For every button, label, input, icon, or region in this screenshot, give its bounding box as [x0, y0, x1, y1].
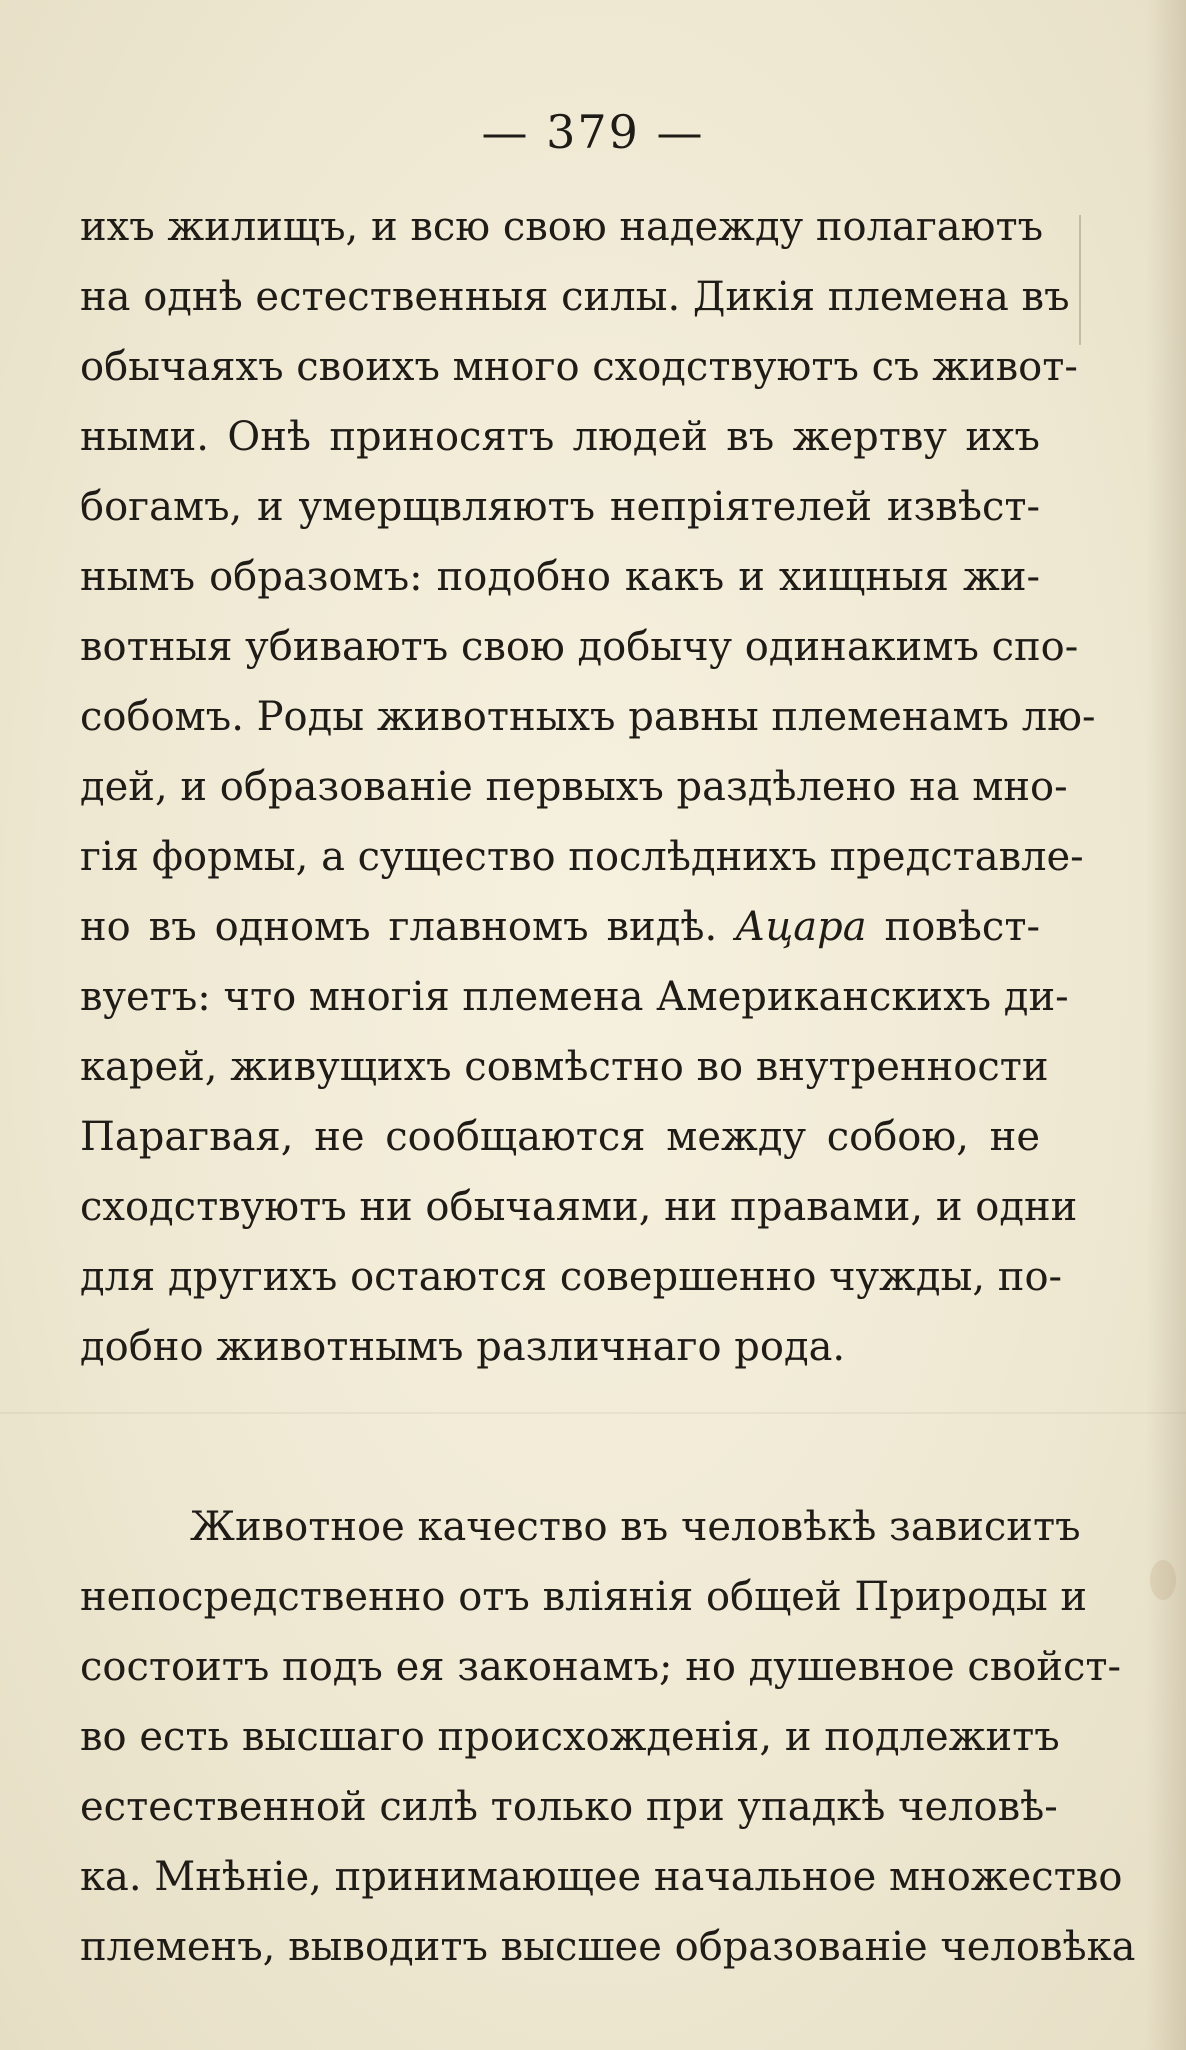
text-line: богамъ, и умерщвляютъ непріятелей извѣст-	[80, 484, 1040, 530]
text-line: ными. Онѣ приносятъ людей въ жертву ихъ	[80, 414, 1040, 460]
text-line: добно животнымъ различнаго рода.	[80, 1324, 846, 1370]
margin-mark	[1079, 215, 1081, 345]
text-line: собомъ. Роды животныхъ равны племенамъ лю-	[80, 694, 1096, 740]
text-body	[80, 192, 1136, 1982]
text-line: естественной силѣ только при упадкѣ человѣ-	[80, 1784, 1058, 1830]
text-line: непосредственно отъ вліянія общей Природы и	[80, 1574, 1088, 1620]
text-fragment: но въ одномъ главномъ видѣ.	[80, 904, 718, 950]
text-line: дей, и образованіе первыхъ раздѣлено на мно-	[80, 764, 1068, 810]
text-line: во есть высшаго происхожденія, и подлежитъ	[80, 1714, 1060, 1760]
page-edge-shadow	[1146, 0, 1186, 2050]
italic-author-name: Ацара	[735, 904, 867, 950]
text-line: Животное качество въ человѣкѣ зависитъ	[190, 1504, 1081, 1550]
text-line: для другихъ остаются совершенно чужды, по-	[80, 1254, 1063, 1300]
text-line: нымъ образомъ: подобно какъ и хищныя жи-	[80, 554, 1040, 600]
text-line-with-name	[80, 892, 1040, 962]
paper-stain	[1150, 1560, 1176, 1600]
text-line: состоитъ подъ ея законамъ; но душевное свойст-	[80, 1644, 1122, 1690]
text-line: гія формы, а существо послѣднихъ представле-	[80, 834, 1084, 880]
text-line: обычаяхъ своихъ много сходствуютъ съ живот-	[80, 344, 1078, 390]
text-line: племенъ, выводитъ высшее образованіе человѣка	[80, 1924, 1136, 1970]
text-line: Парагвая, не сообщаются между собою, не	[80, 1114, 1040, 1160]
paragraph-2	[80, 1492, 1136, 1982]
text-line: вуетъ: что многія племена Американскихъ ди-	[80, 974, 1069, 1020]
paragraph-1	[80, 192, 1096, 1382]
text-line: вотныя убиваютъ свою добычу одинакимъ спо-	[80, 624, 1079, 670]
text-line: ка. Мнѣніе, принимающее начальное множество	[80, 1854, 1123, 1900]
text-line: сходствуютъ ни обычаями, ни правами, и одни	[80, 1184, 1078, 1230]
page-number: — 379 —	[481, 105, 705, 159]
text-fragment: повѣст-	[884, 904, 1040, 950]
paragraph-gap	[80, 1382, 1040, 1492]
text-line: на однѣ естественныя силы. Дикія племена въ	[80, 274, 1070, 320]
text-line: ихъ жилищъ, и всю свою надежду полагаютъ	[80, 204, 1044, 250]
text-line: карей, живущихъ совмѣстно во внутренности	[80, 1044, 1049, 1090]
